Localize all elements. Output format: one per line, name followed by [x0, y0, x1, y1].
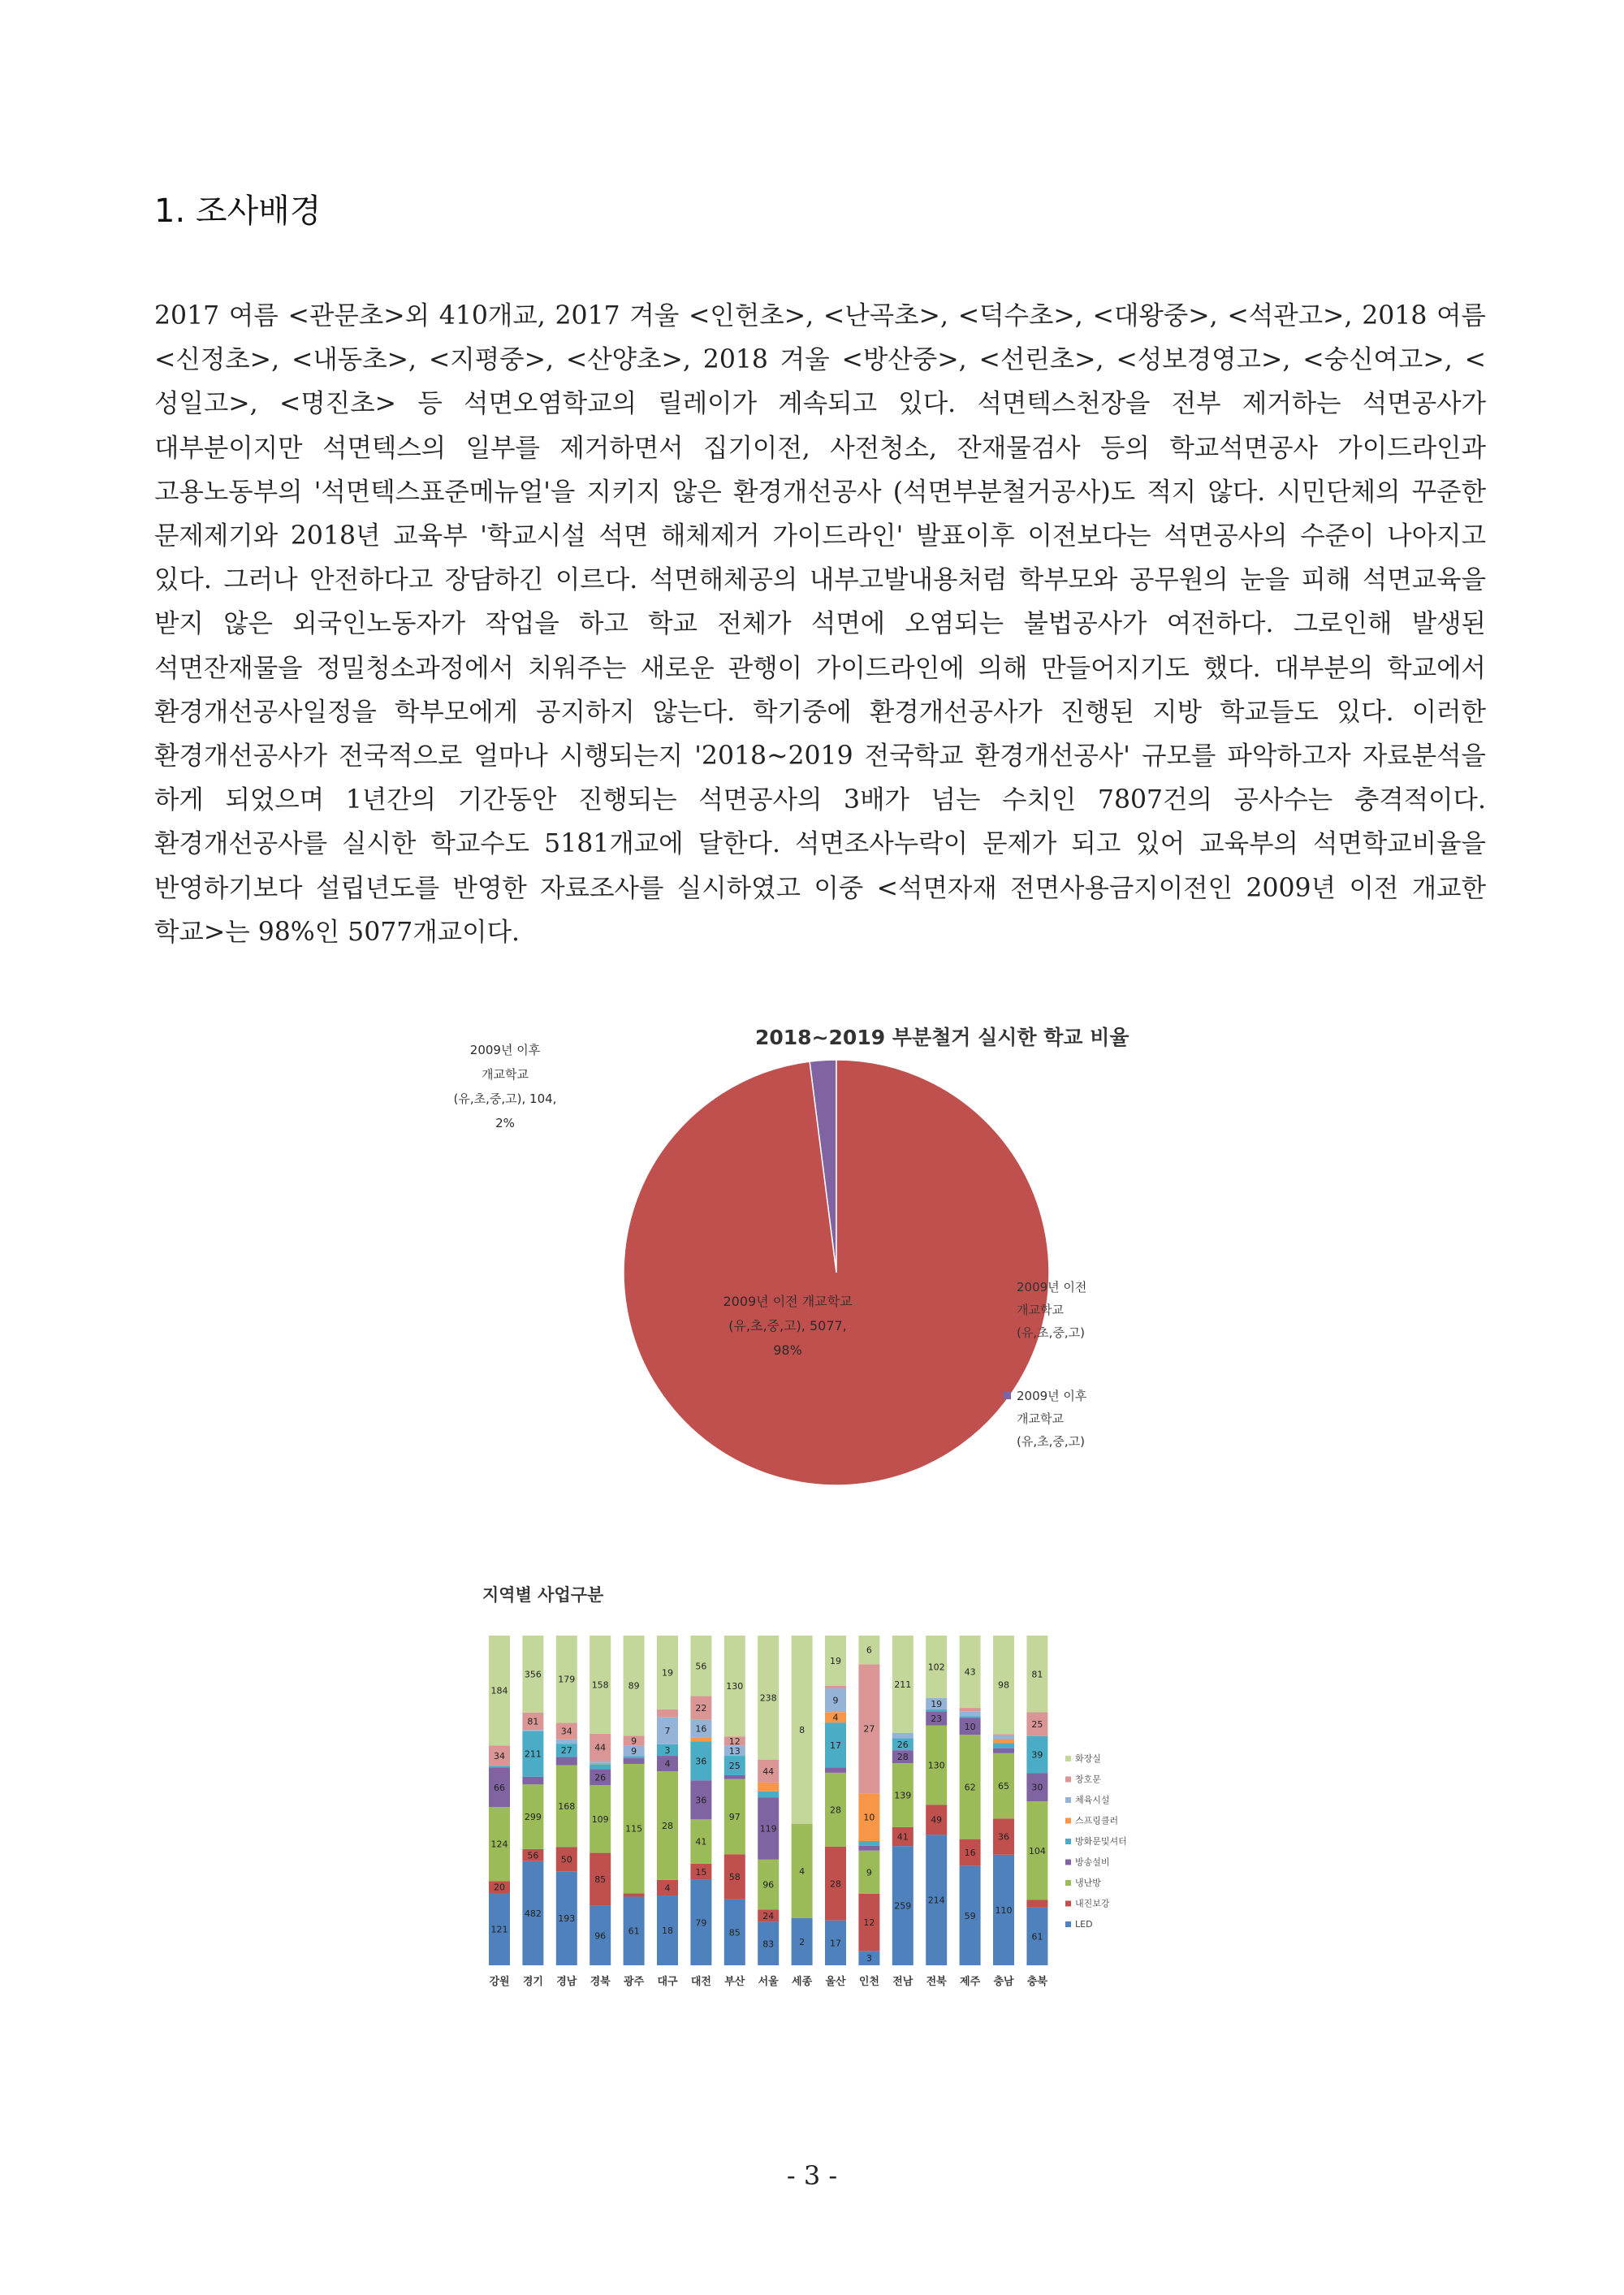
bar-data-label: 81 [1031, 1669, 1043, 1680]
bar-segment [858, 1841, 879, 1846]
bar-category-label: 제주 [960, 1976, 981, 1988]
pie-chart [455, 1017, 1145, 1488]
bar-segment [825, 1686, 846, 1688]
bar-legend-label: 냉난방 [1075, 1878, 1101, 1888]
pie-label-before-2009: (유,초,중,고), 5077, [728, 1318, 847, 1333]
bar-segment [993, 1734, 1014, 1735]
bar-data-label: 12 [728, 1735, 741, 1747]
pie-label-before-2009: 98% [773, 1342, 802, 1358]
bar-segment [960, 1708, 981, 1711]
bar-data-label: 44 [594, 1742, 607, 1753]
bar-category-label: 경남 [556, 1976, 577, 1988]
bar-data-label: 238 [759, 1692, 777, 1704]
bar-segment [590, 1763, 611, 1765]
bar-data-label: 168 [558, 1800, 576, 1812]
bar-data-label: 2 [799, 1937, 806, 1947]
bar-segment [892, 1733, 914, 1739]
bar-data-label: 20 [494, 1882, 505, 1893]
bar-legend-swatch [1065, 1818, 1071, 1824]
bar-data-label: 4 [799, 1866, 806, 1877]
bar-data-label: 3 [664, 1744, 671, 1756]
bar-legend-label: 방송설비 [1075, 1856, 1110, 1868]
bar-data-label: 25 [1031, 1719, 1043, 1731]
bar-segment [993, 1739, 1014, 1743]
bar-data-label: 124 [490, 1839, 508, 1850]
bar-segment [590, 1761, 611, 1762]
bar-legend-label: 화장실 [1075, 1753, 1101, 1764]
bar-category-label: 부산 [724, 1976, 745, 1988]
bar-category-label: 대전 [690, 1976, 711, 1988]
bar-segment [993, 1735, 1014, 1740]
bar-data-label: 16 [964, 1848, 976, 1859]
bar-data-label: 17 [830, 1740, 841, 1751]
bar-category-label: 광주 [624, 1976, 645, 1988]
bar-segment [993, 1743, 1014, 1748]
bar-segment [858, 1846, 879, 1851]
bar-data-label: 41 [896, 1831, 909, 1843]
bar-data-label: 110 [995, 1904, 1013, 1916]
bar-category-label: 충남 [993, 1976, 1014, 1988]
bar-data-label: 59 [964, 1910, 976, 1921]
body-paragraph: 2017 여름 <관문초>외 410개교, 2017 겨울 <인헌초>, <난곡초>, <덕수초>, <대왕중>, <석관고>, 2018 여름 <신정초>, <내동초>, <지평중>, <산양초>, 2018 겨울 <방산중>, <선린초>, <성보경영고>, <숭신여고>, <성일고>, <명진초> 등 석면오염학교의 릴레이가 계속되고 있다. 석면텍스천장을 전부 제거하는 석면공사가 대부분이지만 석면텍스의 일부를 제거하면서 집기이전, 사전청소, 잔재물검사 등의 학교석면공사 가이드라인과 고용노동부의 '석면텍스표준메뉴얼'을 지키지 않은 환경개선공사 (석면부분철거공사)도 적지 않다. 시민단체의 꾸준한 문제제기와 2018년 교육부 '학교시설 석면 해체제거 가이드라인' 발표이후 이전보다는 석면공사의 수준이 나아지고 있다. 그러나 안전하다고 장담하긴 이르다. 석면해체공의 내부고발내용처럼 학부모와 공무원의 눈을 피해 석면교육을 받지 않은 외국인노동자가 작업을 하고 학교 전체가 석면에 오염되는 불법공사가 여전하다. 그로인해 발생된 석면잔재물을 정밀청소과정에서 치워주는 새로운 관행이 가이드라인에 의해 만들어지기도 했다. 대부분의 학교에서 환경개선공사일정을 학부모에게 공지하지 않는다. 학기중에 환경개선공사가 진행된 지방 학교들도 있다. 이러한 환경개선공사가 전국적으로 얼마나 시행되는지 '2018~2019 전국학교 환경개선공사' 규모를 파악하고자 자료분석을 하게 되었으며 1년간의 기간동안 진행되는 석면공사의 3배가 넘는 수치인 7807건의 공사수는 충격적이다. 환경개선공사를 실시한 학교수도 5181개교에 달한다. 석면조사누락이 문제가 되고 있어 교육부의 석면학교비율을 반영하기보다 설립년도를 반영한 자료조사를 실시하였고 이중 <석면자재 전면사용금지이전인 2009년 이전 개교한 학교>는 98%인 5077개교이다. [154, 301, 1486, 947]
bar-category-label: 울산 [825, 1976, 846, 1988]
bar-segment [522, 1730, 543, 1731]
bar-segment [758, 1783, 779, 1791]
pie-legend-label: 2009년 이후 [1017, 1389, 1087, 1403]
bar-data-label: 104 [1028, 1845, 1046, 1856]
bar-data-label: 44 [762, 1766, 775, 1777]
bar-data-label: 15 [695, 1866, 707, 1878]
bar-data-label: 34 [494, 1750, 505, 1761]
bar-data-label: 19 [931, 1698, 943, 1709]
bar-legend-label: 스프링클러 [1075, 1815, 1119, 1826]
bar-data-label: 356 [524, 1669, 542, 1680]
bar-data-label: 26 [896, 1739, 909, 1750]
pie-legend-label: (유,초,중,고) [1017, 1325, 1085, 1340]
bar-data-label: 158 [591, 1679, 609, 1691]
bar-data-label: 9 [631, 1735, 637, 1747]
pie-label-before-2009: 2009년 이전 개교학교 [723, 1294, 853, 1309]
bar-data-label: 98 [998, 1679, 1009, 1691]
bar-legend-label: 창호문 [1075, 1774, 1101, 1785]
bar-data-label: 17 [830, 1938, 841, 1949]
pie-legend-label: (유,초,중,고) [1017, 1434, 1085, 1449]
bar-data-label: 36 [998, 1831, 1009, 1843]
bar-data-label: 115 [625, 1823, 643, 1835]
bar-data-label: 211 [524, 1748, 542, 1760]
bar-data-label: 9 [631, 1746, 637, 1757]
bar-segment [624, 1893, 645, 1896]
bar-data-label: 56 [527, 1850, 539, 1861]
bar-category-label: 세종 [792, 1976, 813, 1988]
bar-segment [657, 1709, 678, 1718]
bar-data-label: 28 [662, 1821, 673, 1832]
bar-segment [724, 1775, 745, 1779]
bar-segment [556, 1740, 577, 1744]
bar-category-label: 강원 [489, 1976, 510, 1988]
bar-data-label: 97 [728, 1812, 741, 1823]
bar-data-label: 22 [695, 1703, 707, 1714]
bar-data-label: 9 [866, 1867, 872, 1878]
bar-data-label: 139 [894, 1790, 912, 1801]
bar-segment [960, 1711, 981, 1716]
bar-chart-title: 지역별 사업구분 [482, 1585, 604, 1605]
bar-legend-label: 체육시설 [1075, 1795, 1110, 1805]
bar-data-label: 89 [628, 1680, 640, 1692]
bar-data-label: 184 [490, 1685, 508, 1696]
bar-legend-swatch [1065, 1901, 1071, 1907]
pie-legend-label: 개교학교 [1017, 1303, 1064, 1317]
pie-legend-label: 2009년 이전 [1017, 1280, 1087, 1294]
bar-legend-swatch [1065, 1860, 1071, 1865]
bar-data-label: 27 [863, 1723, 875, 1735]
bar-data-label: 4 [664, 1882, 671, 1894]
bar-category-label: 충북 [1026, 1976, 1047, 1988]
section-heading: 1. 조사배경 [154, 192, 322, 230]
bar-data-label: 25 [728, 1761, 741, 1772]
pie-label-after-2009: 개교학교 [482, 1067, 529, 1082]
bar-data-label: 61 [628, 1925, 640, 1937]
bar-data-label: 102 [927, 1662, 945, 1673]
bar-category-label: 전북 [926, 1976, 947, 1988]
bar-legend-swatch [1065, 1839, 1071, 1844]
bar-data-label: 121 [490, 1924, 508, 1935]
bar-data-label: 36 [695, 1756, 707, 1767]
pie-slice-before-2009 [624, 1060, 1049, 1485]
bar-legend-swatch [1065, 1777, 1071, 1783]
bar-chart [471, 1575, 1153, 2030]
bar-data-label: 39 [1031, 1749, 1043, 1761]
bar-data-label: 109 [591, 1813, 609, 1825]
bar-data-label: 179 [558, 1674, 576, 1685]
bar-data-label: 4 [664, 1758, 671, 1770]
bar-legend-swatch [1065, 1880, 1071, 1886]
bar-data-label: 85 [728, 1927, 741, 1938]
bar-data-label: 50 [560, 1854, 572, 1865]
bar-data-label: 26 [594, 1772, 607, 1783]
bar-category-label: 전남 [892, 1976, 914, 1988]
bar-data-label: 34 [560, 1726, 572, 1737]
page-number: - 3 - [786, 2160, 838, 2191]
bar-segment [522, 1777, 543, 1785]
bar-data-label: 482 [524, 1908, 542, 1919]
bar-data-label: 79 [695, 1917, 707, 1929]
bar-data-label: 6 [866, 1645, 872, 1656]
bar-data-label: 12 [863, 1917, 875, 1929]
pie-legend-label: 개교학교 [1017, 1411, 1064, 1426]
bar-data-label: 65 [998, 1781, 1009, 1792]
bar-data-label: 7 [664, 1726, 671, 1737]
bar-legend-label: LED [1075, 1919, 1093, 1930]
bar-data-label: 10 [863, 1812, 875, 1823]
bar-data-label: 211 [894, 1679, 912, 1690]
bar-segment [993, 1748, 1014, 1753]
bar-segment [758, 1791, 779, 1798]
bar-data-label: 19 [662, 1667, 673, 1679]
bar-legend-label: 내진보강 [1075, 1898, 1110, 1909]
bar-data-label: 130 [726, 1681, 744, 1692]
bar-data-label: 9 [832, 1695, 839, 1706]
bar-data-label: 56 [695, 1661, 707, 1672]
bar-data-label: 66 [494, 1782, 505, 1793]
bar-data-label: 193 [558, 1913, 576, 1925]
bar-data-label: 85 [594, 1874, 607, 1886]
bar-data-label: 41 [695, 1836, 707, 1848]
pie-chart-svg [455, 1017, 1145, 1488]
bar-category-label: 경기 [522, 1976, 543, 1988]
bar-data-label: 27 [560, 1745, 572, 1757]
bar-data-label: 36 [695, 1795, 707, 1806]
bar-data-label: 43 [964, 1666, 976, 1678]
bar-data-label: 8 [799, 1725, 806, 1735]
bar-segment [489, 1766, 510, 1767]
bar-data-label: 61 [1031, 1931, 1043, 1943]
bar-legend-swatch [1065, 1756, 1071, 1761]
pie-legend-swatch [1004, 1283, 1011, 1290]
bar-data-label: 96 [594, 1930, 607, 1942]
bar-data-label: 23 [931, 1713, 943, 1724]
bar-data-label: 259 [894, 1900, 912, 1912]
bar-data-label: 96 [762, 1879, 775, 1891]
bar-data-label: 58 [728, 1872, 741, 1883]
bar-data-label: 24 [762, 1911, 775, 1922]
bar-segment [960, 1716, 981, 1718]
bar-segment [556, 1757, 577, 1765]
bar-data-label: 130 [927, 1760, 945, 1771]
bar-data-label: 3 [866, 1953, 872, 1964]
bar-legend-label: 방화문및셔터 [1075, 1836, 1127, 1847]
bar-data-label: 81 [527, 1716, 539, 1727]
bar-data-label: 119 [759, 1823, 777, 1835]
bar-data-label: 28 [896, 1752, 909, 1763]
pie-label-after-2009: (유,초,중,고), 104, [455, 1091, 557, 1106]
bar-data-label: 83 [762, 1938, 775, 1950]
bar-data-label: 62 [964, 1782, 976, 1793]
bar-category-label: 인천 [858, 1976, 879, 1988]
bar-data-label: 28 [830, 1804, 841, 1816]
bar-data-label: 214 [927, 1895, 945, 1906]
bar-data-label: 19 [830, 1655, 841, 1666]
bar-category-label: 대구 [657, 1976, 678, 1988]
bar-data-label: 16 [695, 1723, 707, 1735]
bar-data-label: 18 [662, 1925, 673, 1937]
pie-label-after-2009: 2% [495, 1116, 515, 1130]
pie-chart-title: 2018~2019 부분철거 실시한 학교 비율 [755, 1026, 1129, 1049]
bar-chart-svg [471, 1575, 1153, 2030]
bar-segment [926, 1709, 947, 1711]
bar-data-label: 13 [728, 1745, 741, 1757]
bar-data-label: 28 [830, 1878, 841, 1890]
bar-data-label: 299 [524, 1812, 542, 1823]
bar-data-label: 30 [1031, 1782, 1043, 1793]
bar-segment [825, 1767, 846, 1772]
pie-legend-swatch [1004, 1392, 1011, 1399]
bar-segment [624, 1758, 645, 1764]
bar-data-label: 49 [931, 1814, 943, 1826]
bar-segment [590, 1764, 611, 1769]
bar-category-label: 서울 [758, 1976, 779, 1988]
bar-data-label: 4 [832, 1712, 839, 1723]
pie-label-after-2009: 2009년 이후 [469, 1043, 541, 1057]
bar-legend-swatch [1065, 1921, 1071, 1927]
bar-category-label: 경북 [590, 1976, 611, 1988]
bar-data-label: 10 [964, 1721, 976, 1732]
bar-segment [1026, 1900, 1047, 1908]
bar-segment [690, 1737, 711, 1741]
bar-legend-swatch [1065, 1797, 1071, 1803]
